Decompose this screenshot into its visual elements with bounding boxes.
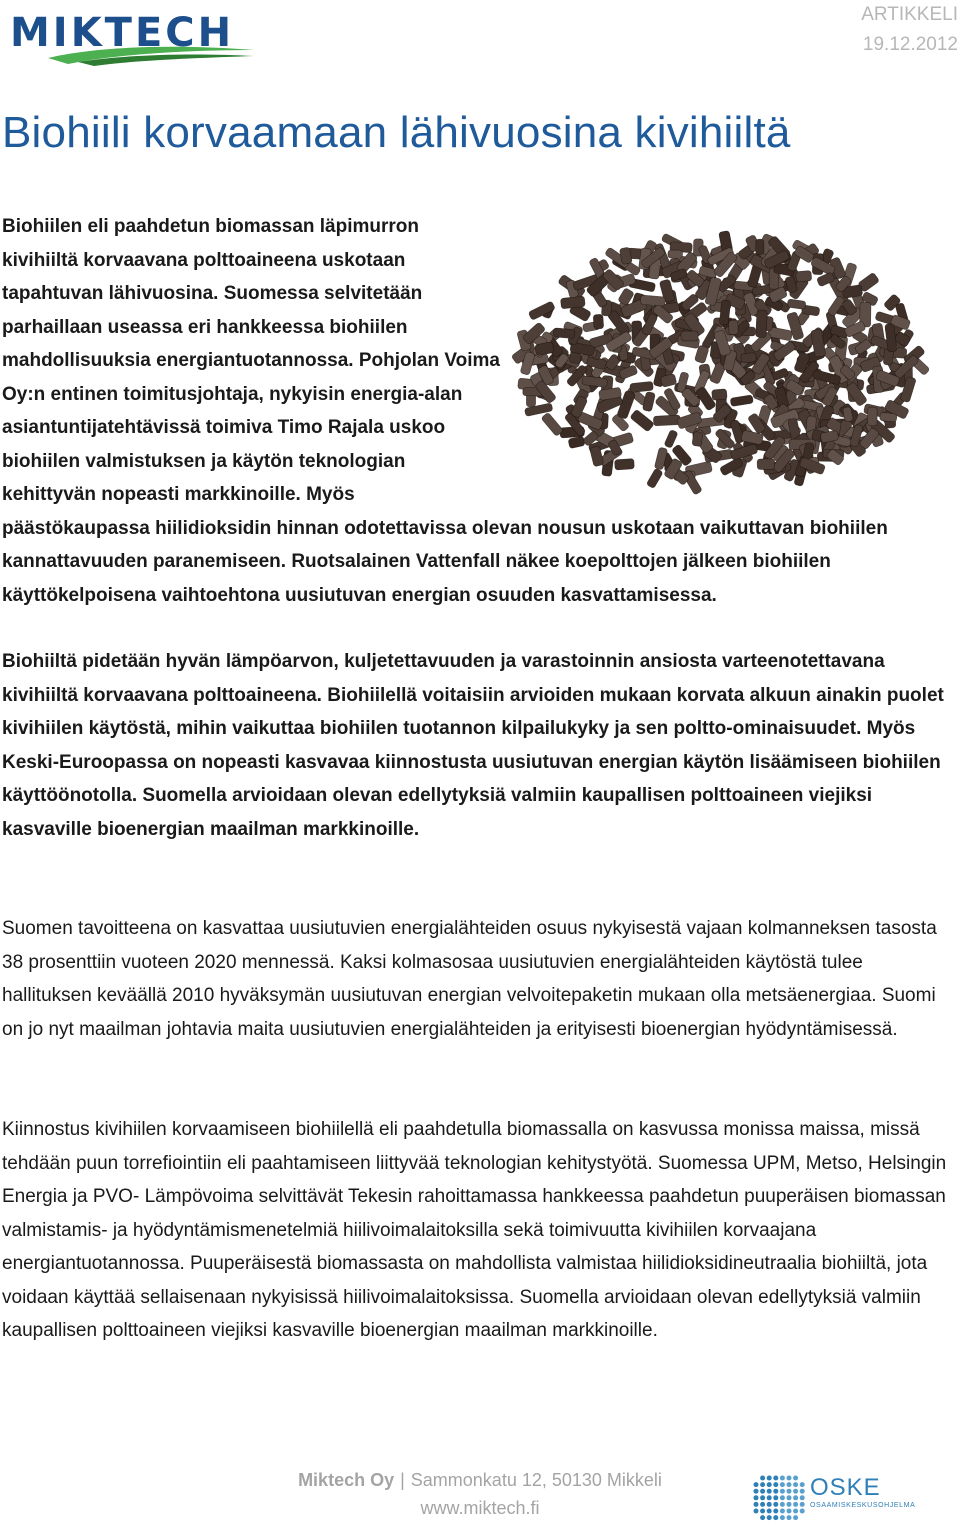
oske-dot: [793, 1476, 798, 1481]
footer-website[interactable]: www.miktech.fi: [420, 1498, 540, 1518]
oske-dot: [773, 1489, 778, 1494]
oske-dot: [780, 1495, 785, 1500]
footer-company: Miktech Oy: [298, 1470, 395, 1490]
miktech-logo: [8, 6, 258, 68]
oske-dot: [767, 1515, 772, 1520]
paragraph-3: Suomen tavoitteena on kasvattaa uusiutuvien energialähteiden osuus nykyisestä vajaan kolmanneksen tasosta 38 prosenttiin vuoteen 2020 mennessä. Kaksi kolmasosaa uusiutuvien energialähteiden käytöstä tulee hallituksen keväällä 2010 hyväksymän uusiutuvan energian velvoitepaketin mukaan olla metsäenergiaa. Suomi on jo nyt maailman johtavia maita uusiutuvien energialähteiden ja erityisesti bioenergian hyödyntämisessä.: [2, 918, 937, 1040]
oske-dot: [800, 1489, 805, 1494]
oske-dot: [773, 1502, 778, 1507]
footer-address: Sammonkatu 12, 50130 Mikkeli: [410, 1470, 662, 1490]
oske-dot: [767, 1489, 772, 1494]
oske-dot: [787, 1489, 792, 1494]
oske-dot: [754, 1509, 759, 1514]
oske-dot: [787, 1509, 792, 1514]
intro-paragraph: [2, 210, 960, 612]
oske-dot: [780, 1515, 785, 1520]
oske-dot: [773, 1476, 778, 1481]
article-title: Biohiili korvaamaan lähivuosina kivihiiltä: [2, 108, 791, 157]
oske-dot: [793, 1502, 798, 1507]
oske-dot: [760, 1495, 765, 1500]
oske-dot: [754, 1502, 759, 1507]
oske-dot: [787, 1482, 792, 1487]
oske-dot: [754, 1489, 759, 1494]
document-type-label: ARTIKKELI: [861, 4, 958, 25]
oske-dot: [767, 1502, 772, 1507]
oske-dot: [773, 1482, 778, 1487]
oske-dot: [780, 1489, 785, 1494]
oske-dot: [787, 1476, 792, 1481]
oske-dot: [773, 1495, 778, 1500]
oske-dot: [760, 1482, 765, 1487]
oske-dot: [780, 1509, 785, 1514]
oske-dot: [767, 1495, 772, 1500]
oske-dot: [787, 1515, 792, 1520]
oske-dot: [800, 1509, 805, 1514]
oske-dot: [800, 1495, 805, 1500]
oske-dot: [767, 1476, 772, 1481]
oske-logo: [752, 1474, 916, 1522]
oske-dot: [760, 1489, 765, 1494]
oske-dot: [767, 1509, 772, 1514]
document-date: 19.12.2012: [862, 34, 958, 55]
oske-name: OSKE: [810, 1474, 881, 1501]
oske-dot: [760, 1476, 765, 1481]
oske-dot: [787, 1502, 792, 1507]
oske-dot: [773, 1509, 778, 1514]
oske-dot: [793, 1509, 798, 1514]
oske-dot: [760, 1515, 765, 1520]
intro-text: Biohiilen eli paahdetun biomassan läpimurron kivihiiltä korvaavana polttoaineena uskotaan tapahtuvan lähivuosina. Suomessa selvitetään parhaillaan useassa eri hankkeessa biohiilen mahdollisuuksia energiantuotannossa. Pohjolan Voima Oy:n entinen toimitusjohtaja, nykyisin energia-alan asiantuntijatehtävissä toimiva Timo Rajala uskoo biohiilen valmistuksen ja käytön teknologian kehittyvän nopeasti markkinoille. Myös päästökaupassa hiilidioksidin hinnan odotettavissa olevan nousun uskotaan vaikuttavan biohiilen kannattavuuden paranemiseen. Ruotsalainen Vattenfall näkee koepolttojen jälkeen biohiilen käyttökelpoisena vaihtoehtona uusiutuvan energian osuuden kasvattamisessa.: [2, 216, 888, 606]
oske-dot: [787, 1495, 792, 1500]
oske-dot: [754, 1482, 759, 1487]
oske-dot: [793, 1515, 798, 1520]
oske-dots-icon: [752, 1474, 808, 1522]
paragraph-4: Kiinnostus kivihiilen korvaamiseen biohiilellä eli paahdetulla biomassalla on kasvussa monissa maissa, missä tehdään puun torrefiointiin eli paahtamiseen liittyvää teknologian kehitystyötä. Suomessa UPM, Metso, Helsingin Energia ja PVO- Lämpövoima selvittävät Tekesin rahoittamassa hankkeessa paahdetun puuperäisen biomassan valmistamis- ja hyödyntämismenetelmiä hiilivoimalaitoksilla sekä toimivuutta kivihiilen korvaajana energiantuotannossa. Puuperäisestä biomassasta on mahdollista valmistaa hiilidioksidineutraalia biohiiltä, jota voidaan käyttää sellaisenaan nykyisissä hiilivoimalaitoksissa. Suomella arvioidaan olevan edellytyksiä valmiin kaupallisen polttoaineen viejiksi kasvaville bioenergian maailman markkinoille.: [2, 1119, 947, 1341]
oske-dot: [760, 1502, 765, 1507]
oske-dot: [760, 1509, 765, 1514]
oske-dot: [773, 1515, 778, 1520]
oske-subtitle: OSAAMISKESKUSOHJELMA: [810, 1502, 916, 1509]
oske-dot: [780, 1482, 785, 1487]
oske-dot: [793, 1489, 798, 1494]
image-spacer: [500, 210, 960, 492]
oske-dot: [800, 1482, 805, 1487]
paragraph-2: Biohiiltä pidetään hyvän lämpöarvon, kuljetettavuuden ja varastoinnin ansiosta varteenotettavana kivihiiltä korvaavana polttoaineena. Biohiilellä voitaisiin arvioiden mukaan korvata alkuun ainakin puolet kivihiilen käytöstä, mihin vaikuttaa biohiilen tuotannon kilpailukyky ja sen poltto-ominaisuudet. Myös Keski-Euroopassa on nopeasti kasvavaa kiinnostusta uusiutuvan energian käytön lisäämiseen biohiilen käyttöönotolla. Suomella arvioidaan olevan edellytyksiä valmiin kaupallisen polttoaineen viejiksi kasvaville bioenergian maailman markkinoille.: [2, 651, 944, 840]
footer-separator: |: [400, 1470, 405, 1490]
oske-dot: [767, 1482, 772, 1487]
oske-dot: [793, 1482, 798, 1487]
oske-dot: [793, 1495, 798, 1500]
logo-text: MIKTECH: [10, 10, 235, 56]
oske-dot: [780, 1476, 785, 1481]
oske-dot: [800, 1502, 805, 1507]
oske-dot: [754, 1495, 759, 1500]
oske-dot: [780, 1502, 785, 1507]
